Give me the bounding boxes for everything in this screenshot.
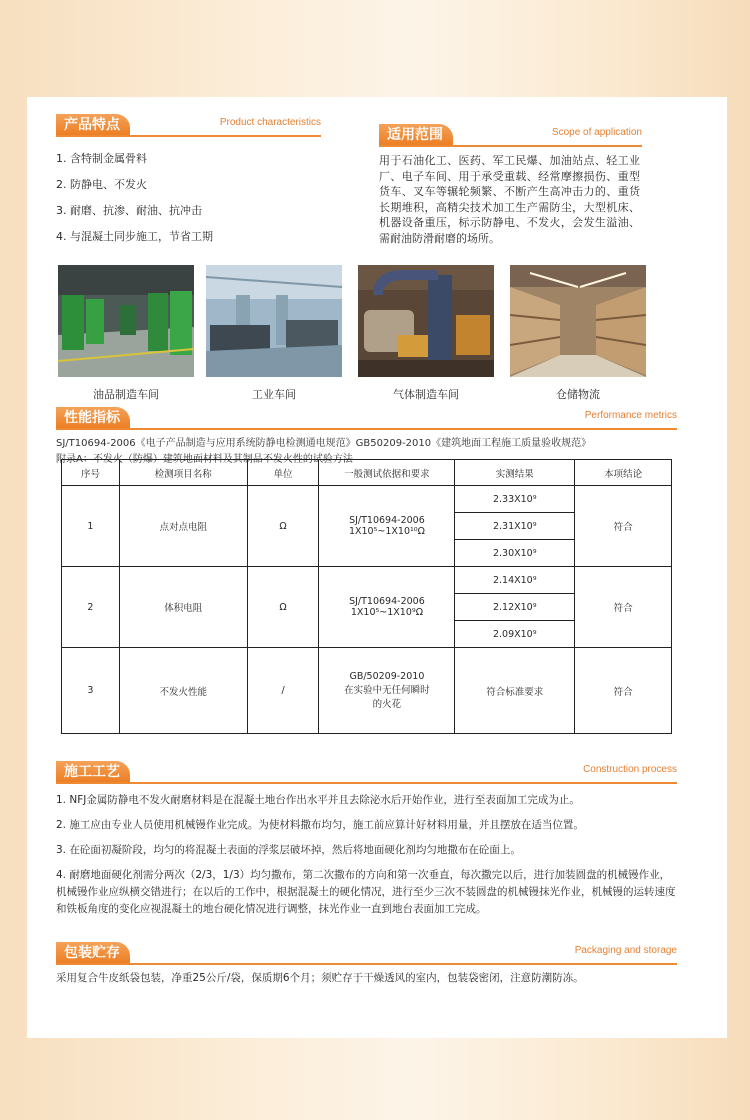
feature-item: 4. 与混凝土同步施工，节省工期: [56, 230, 213, 243]
result-cell: 2.33X10⁹: [455, 486, 575, 513]
table-row: [62, 486, 672, 513]
table-header: 实测结果: [455, 460, 575, 486]
basis-line: 1X10⁵~1X10⁹Ω: [350, 607, 423, 618]
scope-title-en: Scope of application: [551, 127, 642, 138]
performance-rule: [56, 428, 677, 430]
standard-line: SJ/T10694-2006《电子产品制造与应用系统防静电检测通电规范》GB50209-2010《建筑地面工程施工质量验收规范》: [56, 438, 592, 449]
standard-line: 附录A：不发火（防爆）建筑地面材料及其制品不发火性的试验方法: [56, 454, 353, 465]
features-section: [56, 114, 321, 250]
packaging-rule: [56, 963, 677, 965]
basis-line: GB/50209-2010: [349, 671, 425, 682]
row-basis: [319, 648, 455, 734]
feature-item: 1. 含特制金属骨料: [56, 152, 147, 165]
photo-caption: 工业车间: [252, 388, 296, 401]
features-header: [56, 114, 321, 136]
row-unit: /: [247, 648, 319, 734]
warehouse-photo: [510, 265, 646, 377]
process-step: 1. NFJ金属防静电不发火耐磨材料是在混凝土地台作出水平并且去除泌水后开始作业，进行至表面加工完成为止。: [56, 794, 580, 806]
table-row: [62, 567, 672, 594]
features-title-en: Product characteristics: [219, 117, 321, 128]
basis-line: 在实验中无任何瞬时: [344, 685, 430, 696]
brochure-sheet: [27, 97, 727, 1038]
photo-caption: 仓储物流: [556, 388, 600, 401]
industrial-workshop-photo: [206, 265, 342, 377]
row-name: 点对点电阻: [119, 486, 247, 567]
result-cell: 2.14X10⁹: [455, 567, 575, 594]
scope-rule: [379, 145, 642, 147]
basis-line: SJ/T10694-2006: [349, 515, 425, 526]
packaging-text: 采用复合牛皮纸袋包装，净重25公斤/袋，保质期6个月；须贮存于干燥透风的室内，包装袋密闭，注意防潮防冻。: [56, 972, 584, 984]
result-cell: 2.30X10⁹: [455, 540, 575, 567]
oil-workshop-photo: [58, 265, 194, 377]
row-conclusion: 符合: [575, 567, 672, 648]
performance-table: [61, 459, 672, 734]
process-rule: [56, 782, 677, 784]
result-cell: 符合标准要求: [455, 648, 575, 734]
row-basis: [319, 567, 455, 648]
photo-caption: 油品制造车间: [93, 388, 159, 401]
photo-caption: 气体制造车间: [393, 388, 459, 401]
table-header: 单位: [247, 460, 319, 486]
row-basis: [319, 486, 455, 567]
table-header: 一般测试依据和要求: [319, 460, 455, 486]
packaging-title: 包装贮存: [56, 942, 130, 964]
scope-title: 适用范围: [379, 124, 453, 146]
process-step: 2. 施工应由专业人员使用机械镘作业完成。为使材料撒布均匀，施工前应算计好材料用量，并且摆放在适当位置。: [56, 819, 584, 831]
table-header: 序号: [62, 460, 120, 486]
row-name: 不发火性能: [119, 648, 247, 734]
table-row: [62, 648, 672, 734]
features-title: 产品特点: [56, 114, 130, 136]
basis-line: 的火花: [372, 699, 402, 710]
row-conclusion: 符合: [575, 648, 672, 734]
result-cell: 2.31X10⁹: [455, 513, 575, 540]
row-no: 3: [62, 648, 120, 734]
row-conclusion: 符合: [575, 486, 672, 567]
packaging-title-en: Packaging and storage: [574, 945, 677, 956]
features-list: [56, 146, 321, 250]
performance-title-en: Performance metrics: [584, 410, 677, 421]
process-title: 施工工艺: [56, 761, 130, 783]
basis-line: 1X10⁵~1X10¹⁰Ω: [348, 526, 425, 537]
row-unit: Ω: [247, 567, 319, 648]
features-rule: [56, 135, 321, 137]
scope-text: 用于石油化工、医药、军工民爆、加油站点、轻工业厂、电子车间、用于承受重载、经常摩擦损伤、重型货车、叉车等辗轮频繁、不断产生高冲击力的、重货长期堆积，高精尖技术加工生产需防尘，大型机床、机器设备重压，标示防静电、不发火，会发生溢油、需耐油防滑耐磨的场所。: [379, 154, 640, 245]
row-no: 2: [62, 567, 120, 648]
process-title-en: Construction process: [583, 764, 677, 775]
process-step: 4. 耐磨地面硬化剂需分两次（2/3，1/3）均匀撒布，第二次撒布的方向和第一次垂直，每次撒完以后，进行加装圆盘的机械镘作业，机械镘作业应纵横交错进行；在以后的工作中，根据混凝土的硬化情况，进行至少三次不装圆盘的机械镘抹光作业，机械镘的运转速度和铁板角度的变化应视混凝土的地台硬化情况进行调整，抹光作业一直到地台表面加工完成。: [56, 869, 676, 915]
table-header: 本项结论: [575, 460, 672, 486]
scope-header: [379, 124, 642, 146]
packaging-header: [56, 942, 677, 964]
process-header: [56, 761, 677, 783]
scope-section: [379, 124, 642, 246]
performance-section: [56, 407, 677, 757]
performance-header: [56, 407, 677, 429]
packaging-section: [56, 942, 677, 985]
table-header: 检测项目名称: [119, 460, 247, 486]
result-cell: 2.12X10⁹: [455, 594, 575, 621]
feature-item: 2. 防静电、不发火: [56, 178, 147, 191]
gas-workshop-photo: [358, 265, 494, 377]
row-name: 体积电阻: [119, 567, 247, 648]
process-step: 3. 在砼面初凝阶段，均匀的将混凝土表面的浮浆层破坏掉，然后将地面硬化剂均匀地撒布在砼面上。: [56, 844, 521, 856]
feature-item: 3. 耐磨、抗渗、耐油、抗冲击: [56, 204, 202, 217]
row-unit: Ω: [247, 486, 319, 567]
basis-line: SJ/T10694-2006: [349, 596, 425, 607]
performance-title: 性能指标: [56, 407, 130, 429]
process-section: [56, 761, 677, 918]
table-header-row: [62, 460, 672, 486]
result-cell: 2.09X10⁹: [455, 621, 575, 648]
row-no: 1: [62, 486, 120, 567]
